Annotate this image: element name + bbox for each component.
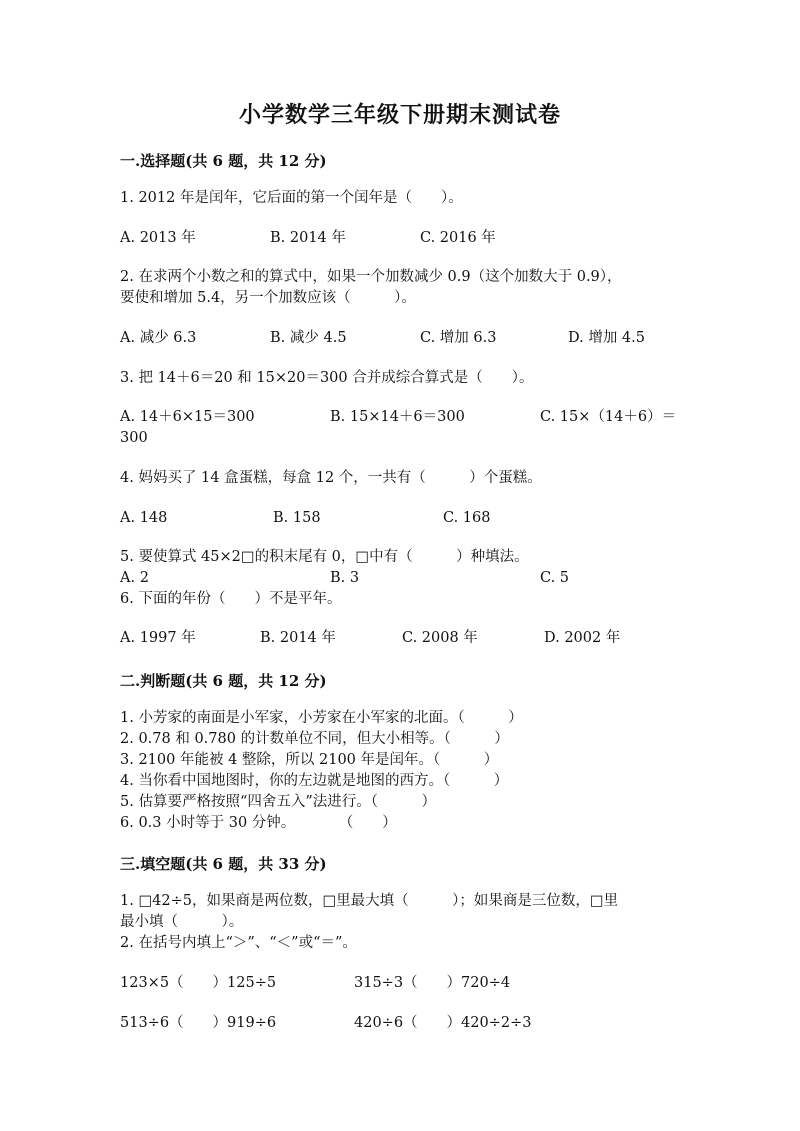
question-stem: 3. 把 14＋6＝20 和 15×20＝300 合并成综合算式是（ ）。 — [120, 370, 534, 386]
question-stem-continued: 最小填（ ）。 — [120, 914, 244, 930]
option-c: C. 2016 年 — [420, 230, 496, 246]
option-c: C. 168 — [443, 510, 491, 526]
option-b: B. 2014 年 — [270, 230, 346, 246]
option-a: A. 2 — [120, 570, 149, 586]
option-c: C. 2008 年 — [402, 630, 478, 646]
option-a: A. 2013 年 — [120, 230, 196, 246]
judgment-item: 1. 小芳家的南面是小军家，小芳家在小军家的北面。（ ） — [120, 710, 523, 726]
option-b: B. 减少 4.5 — [270, 330, 347, 346]
judgment-item: 3. 2100 年能被 4 整除，所以 2100 年是闰年。（ ） — [120, 752, 499, 768]
comparison-item: 123×5（ ）125÷5 — [120, 975, 277, 991]
comparison-item: 420÷6（ ）420÷2÷3 — [354, 1015, 532, 1031]
section-heading-judgment: 二.判断题(共 6 题，共 12 分) — [120, 672, 327, 690]
judgment-item: 2. 0.78 和 0.780 的计数单位不同，但大小相等。（ ） — [120, 731, 509, 747]
option-a: A. 减少 6.3 — [120, 330, 197, 346]
comparison-item: 315÷3（ ）720÷4 — [354, 975, 511, 991]
option-c: C. 5 — [540, 570, 570, 586]
option-c: C. 15×（14＋6）＝ — [540, 409, 677, 425]
section-heading-choice: 一.选择题(共 6 题，共 12 分) — [120, 152, 327, 170]
question-stem: 6. 下面的年份（ ）不是平年。 — [120, 591, 342, 607]
judgment-item: 4. 当你看中国地图时，你的左边就是地图的西方。（ ） — [120, 773, 509, 789]
option-d: D. 2002 年 — [544, 630, 621, 646]
question-stem: 2. 在括号内填上“＞”、“＜”或“＝”。 — [120, 935, 357, 951]
judgment-item: 5. 估算要严格按照“四舍五入”法进行。（ ） — [120, 794, 437, 810]
question-stem-continued: 要使和增加 5.4，另一个加数应该（ ）。 — [120, 290, 416, 306]
judgment-item: 6. 0.3 小时等于 30 分钟。 （ ） — [120, 815, 397, 831]
question-stem: 1. 2012 年是闰年，它后面的第一个闰年是（ ）。 — [120, 190, 463, 206]
option-d: D. 增加 4.5 — [568, 330, 645, 346]
option-b: B. 2014 年 — [260, 630, 336, 646]
question-stem: 2. 在求两个小数之和的算式中，如果一个加数减少 0.9（这个加数大于 0.9）， — [120, 269, 622, 285]
question-stem: 5. 要使算式 45×2□的积末尾有 0，□中有（ ）种填法。 — [120, 549, 529, 565]
option-a: A. 1997 年 — [120, 630, 196, 646]
option-b: B. 3 — [330, 570, 360, 586]
page-title: 小学数学三年级下册期末测试卷 — [238, 102, 561, 128]
section-heading-fill-blank: 三.填空题(共 6 题，共 33 分) — [120, 855, 327, 873]
option-a: A. 14＋6×15＝300 — [120, 409, 255, 425]
question-stem: 1. □42÷5，如果商是两位数，□里最大填（ ）；如果商是三位数，□里 — [120, 893, 619, 909]
option-c-continued: 300 — [120, 430, 148, 446]
comparison-item: 513÷6（ ）919÷6 — [120, 1015, 277, 1031]
option-c: C. 增加 6.3 — [420, 330, 497, 346]
question-stem: 4. 妈妈买了 14 盒蛋糕，每盒 12 个，一共有（ ）个蛋糕。 — [120, 470, 542, 486]
option-a: A. 148 — [120, 510, 168, 526]
option-b: B. 15×14＋6＝300 — [330, 409, 465, 425]
option-b: B. 158 — [273, 510, 321, 526]
